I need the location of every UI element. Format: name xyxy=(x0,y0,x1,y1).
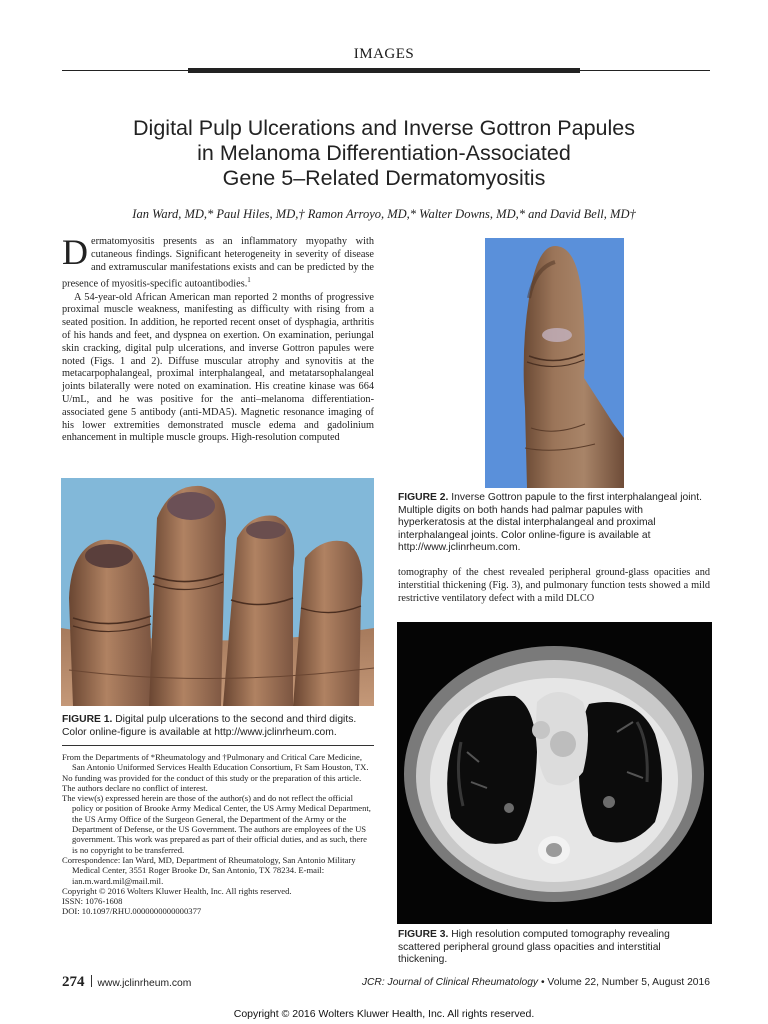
caption-text: Inverse Gottron papule to the first interphalangeal joint. Multiple digits on both hands had palmar papules with hyperkeratosis at the distal interphalangeal and proximal interphalangeal joints. Color online-figure is available at http://www.jclinrheum.com. xyxy=(398,492,702,554)
intro-text: ermatomyositis presents as an inflammatory myopathy with cutaneous findings. Significant heterogeneity in severity of disease and extramuscular manifestations exists and can be predicted by the presence of myositis-specific autoantibodies. xyxy=(62,236,374,290)
title-line: in Melanoma Differentiation-Associated xyxy=(197,141,571,165)
journal-website: www.jclinrheum.com xyxy=(97,978,192,989)
page-footer xyxy=(62,974,710,991)
figure-1-image xyxy=(61,478,374,706)
footnote-copyright: Copyright © 2016 Wolters Kluwer Health, Inc. All rights reserved. xyxy=(62,885,292,896)
journal-citation xyxy=(362,977,710,988)
author-list: Ian Ward, MD,* Paul Hiles, MD,† Ramon Arroyo, MD,* Walter Downs, MD,* and David Bell, MD† xyxy=(132,207,636,221)
footnote-disclaimer: The view(s) expressed herein are those of the author(s) and do not reflect the official policy or position of Brooke Army Medical Center, the US Army Medical Department, the US Army Office of the Surgeon General, the Department of the Army or the Department of Defense, or the US Government. The authors are employees of the US government. This work was prepared as part of their official duties, and as such, there is no copyright to be transferred. xyxy=(62,793,371,855)
footnote-conflict: The authors declare no conflict of interest. xyxy=(62,782,208,793)
title-line: Gene 5–Related Dermatomyositis xyxy=(222,166,546,190)
footnote-affiliation: From the Departments of *Rheumatology and †Pulmonary and Critical Care Medicine, San Antonio Uniformed Services Health Education Consortium, Ft Sam Houston, TX. xyxy=(62,752,369,773)
figure-2-caption xyxy=(398,492,710,555)
drop-cap: D xyxy=(62,232,88,272)
caption-text: Digital pulp ulcerations to the second and third digits. Color online-figure is available at http://www.jclinrheum.com. xyxy=(62,714,357,738)
journal-volume: • Volume 22, Number 5, August 2016 xyxy=(538,977,710,988)
footnotes xyxy=(62,752,374,917)
intro-paragraph xyxy=(62,232,374,292)
figure-2-image xyxy=(485,238,624,488)
figure-label: FIGURE 2. xyxy=(398,492,449,503)
footnote-rule xyxy=(62,745,374,746)
section-heading: IMAGES xyxy=(353,46,415,62)
case-paragraph: A 54-year-old African American man reported 2 months of progressive proximal muscle weakness, manifesting as difficulty with rising from a seated position. In addition, he reported recent onset of dysphagia, arthritis of his hands and feet, and dyspnea on exertion. On examination, periungal skin cracking, digital pulp ulcerations, and inverse Gottron papules were noted (Figs. 1 and 2). Diffuse muscular atrophy and synovitis at the metacarpophalangeal, proximal interphalangeal, and metatarsophalangeal joints bilaterally were noted on examination. His creatine kinase was 664 U/mL, and he was positive for the anti–melanoma differentiation-associated gene 5 antibody (anti-MDA5). Magnetic resonance imaging of his lower extremities demonstrated muscle edema and gadolinium enhancement in multiple muscle groups. High-resolution computed xyxy=(62,291,374,444)
header-rule-thick xyxy=(188,68,580,73)
journal-name: JCR: Journal of Clinical Rheumatology xyxy=(361,977,539,988)
page-number: 274 xyxy=(62,974,85,990)
figure-3-caption xyxy=(398,929,712,967)
footnote-funding: No funding was provided for the conduct of this study or the preparation of this article. xyxy=(62,772,362,783)
copyright-notice: Copyright © 2016 Wolters Kluwer Health, Inc. All rights reserved. xyxy=(233,1008,535,1020)
body-continuation: tomography of the chest revealed peripheral ground-glass opacities and interstitial thickening (Fig. 3), and pulmonary function tests showed a mild restrictive ventilatory defect with a mild DLCO xyxy=(398,567,710,604)
footnote-doi: DOI: 10.1097/RHU.0000000000000377 xyxy=(62,906,202,917)
figure-label: FIGURE 3. xyxy=(398,929,449,940)
footnote-correspondence: Correspondence: Ian Ward, MD, Department of Rheumatology, San Antonio Military Medical Center, 3551 Roger Brooke Dr, San Antonio, TX 78234. E-mail: ian.m.ward.mil@mail.mil. xyxy=(62,854,356,886)
body-text xyxy=(62,232,374,445)
figure-3-image xyxy=(397,622,712,924)
figure-label: FIGURE 1. xyxy=(62,714,113,725)
citation-ref: 1 xyxy=(247,276,251,285)
footer-separator xyxy=(91,975,92,987)
footnote-issn: ISSN: 1076-1608 xyxy=(62,896,123,907)
figure-1-caption xyxy=(62,714,374,739)
article-title xyxy=(60,116,708,191)
caption-text: High resolution computed tomography revealing scattered peripheral ground glass opacities and interstitial thickening. xyxy=(398,929,670,966)
title-line: Digital Pulp Ulcerations and Inverse Gottron Papules xyxy=(133,116,635,140)
